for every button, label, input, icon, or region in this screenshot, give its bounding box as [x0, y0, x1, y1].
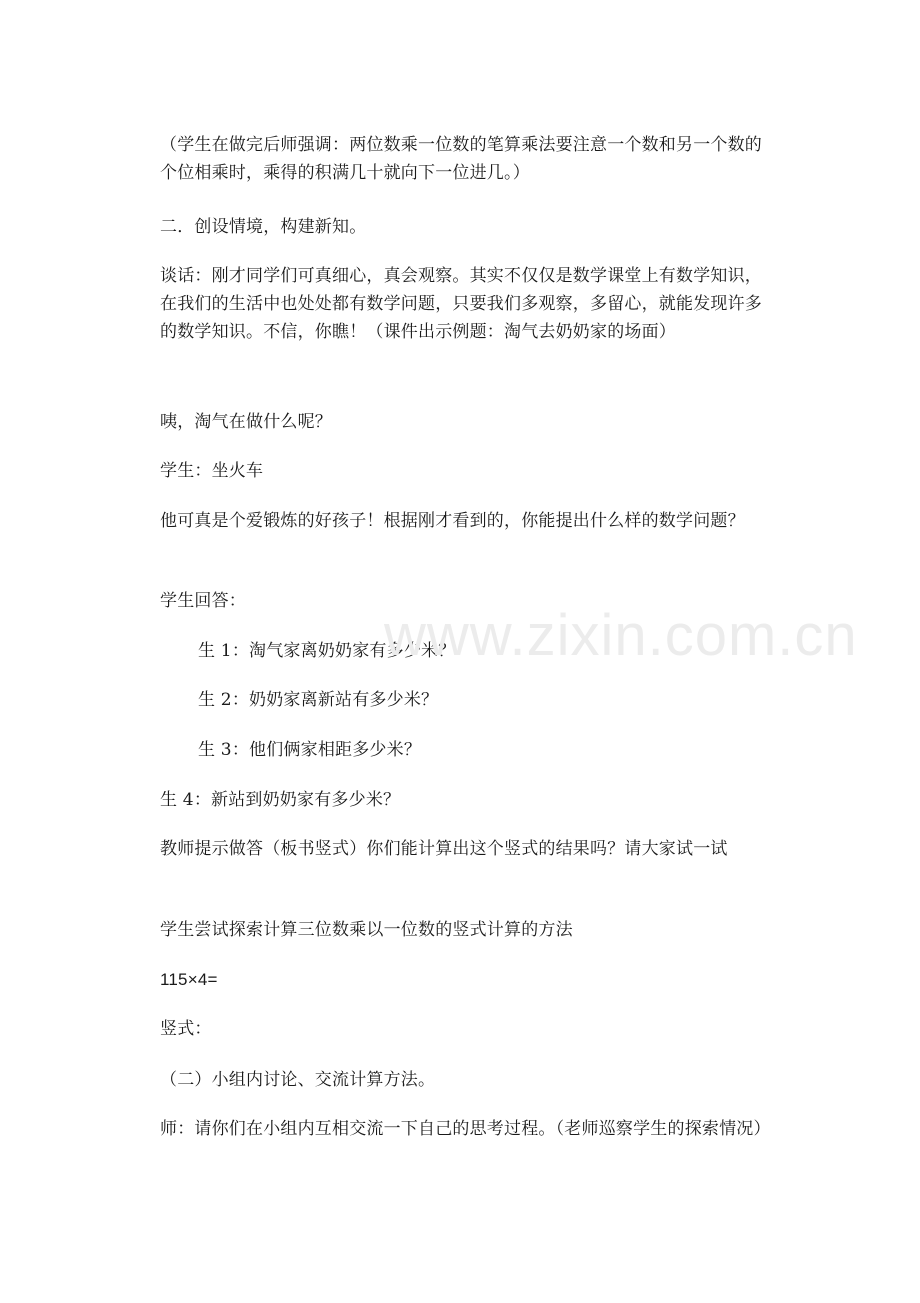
paragraph-vertical-form-label: 竖式： [160, 1019, 212, 1039]
paragraph-question-taoqi: 咦，淘气在做什么呢？ [160, 412, 332, 432]
list-item-student-1: 生 1：淘气家离奶奶家有多少米？ [198, 641, 456, 661]
paragraph-teacher-emphasis: （学生在做完后师强调：两位数乘一位数的笔算乘法要注意一个数和另一个数的个位相乘时，乘得的积满几十就向下一位进几。） [160, 135, 762, 183]
list-item-student-2: 生 2：奶奶家离新站有多少米？ [198, 690, 439, 710]
list-item-student-4: 生 4：新站到奶奶家有多少米？ [160, 790, 401, 810]
section-heading-create-situation: 二．创设情境，构建新知。 [160, 217, 367, 237]
paragraph-teacher-prompt: 教师提示做答（板书竖式）你们能计算出这个竖式的结果吗？请大家试一试 [160, 839, 728, 859]
paragraph-dialogue: 谈话：刚才同学们可真细心，真会观察。其实不仅仅是数学课堂上有数学知识，在我们的生活中也处处都有数学问题，只要我们多观察，多留心，就能发现许多的数学知识。不信，你瞧！（课件出示例题：淘气去奶奶家的场面） [160, 266, 762, 342]
list-item-student-3: 生 3：他们俩家相距多少米？ [198, 740, 422, 760]
paragraph-student-explore: 学生尝试探索计算三位数乘以一位数的竖式计算的方法 [160, 920, 573, 940]
paragraph-student-responses-label: 学生回答： [160, 591, 246, 611]
equation-115x4: 115×4= [160, 970, 218, 989]
section-heading-group-discussion: （二）小组内讨论、交流计算方法。 [160, 1070, 436, 1090]
watermark: www.zixin.com.cn [384, 603, 858, 668]
paragraph-ask-math-question: 他可真是个爱锻炼的好孩子！根据刚才看到的，你能提出什么样的数学问题？ [160, 511, 745, 531]
paragraph-student-answer-train: 学生：坐火车 [160, 461, 264, 481]
paragraph-teacher-group-instruction: 师：请你们在小组内互相交流一下自己的思考过程。（老师巡察学生的探索情况） [160, 1119, 771, 1139]
